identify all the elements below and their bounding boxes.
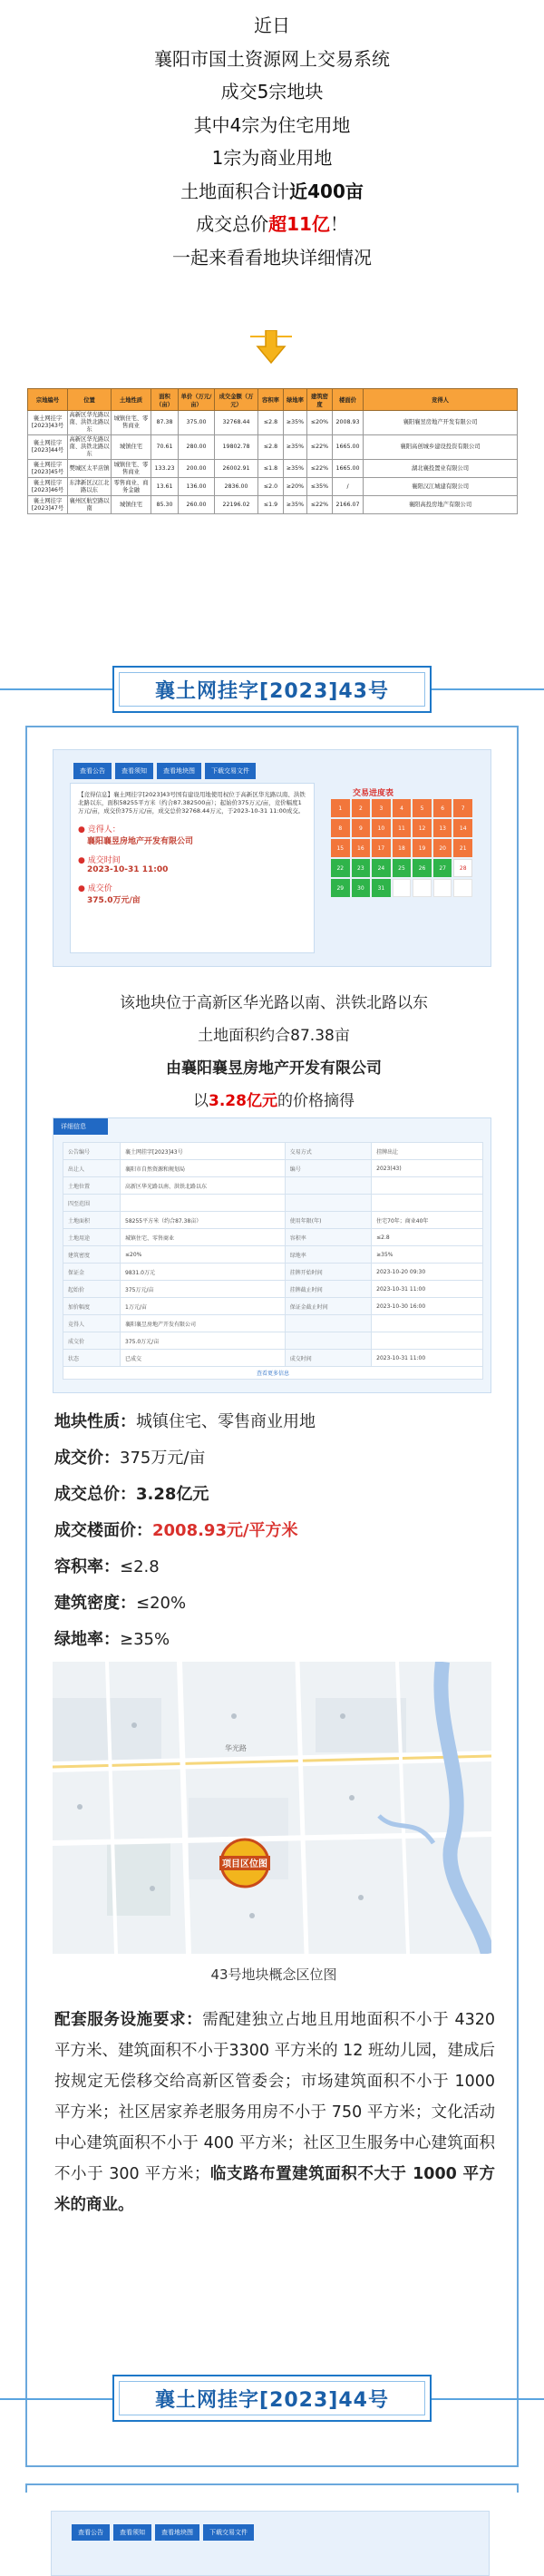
- divider-line: [432, 688, 544, 690]
- detail-label: 成交价: [63, 1332, 121, 1350]
- calendar-day: 28: [453, 859, 472, 877]
- detail-row: [63, 1264, 483, 1281]
- detail-value: 9831.0万元: [121, 1264, 286, 1281]
- calendar-day: 26: [413, 859, 432, 877]
- label-text: 竞得人：: [87, 825, 121, 834]
- table-cell: 85.30: [151, 496, 179, 514]
- detail-value: 襄土网挂字[2023]43号: [121, 1143, 286, 1160]
- tab-view-map[interactable]: 查看地块图: [157, 763, 201, 779]
- price-value: 375.0万元/亩: [87, 896, 141, 905]
- section-title-43: [112, 666, 432, 713]
- detail-label: 编号: [285, 1160, 371, 1177]
- column-header: 单价（万元/亩）: [179, 389, 215, 411]
- tab-view-notice[interactable]: 查看公告: [72, 2524, 110, 2541]
- detail-value: [372, 1177, 483, 1195]
- detail-value: 1万元/亩: [121, 1298, 286, 1315]
- calendar-day: 18: [393, 839, 412, 857]
- table-cell: 湖北襄投置业有限公司: [364, 460, 518, 478]
- detail-value: 375万元/亩: [121, 1281, 286, 1298]
- param-value: ≤20%: [136, 1594, 187, 1613]
- param-label: 成交楼面价：: [54, 1521, 152, 1540]
- location-map: [53, 1662, 491, 1954]
- table-cell: 零售商业、商务金融: [112, 478, 151, 496]
- calendar-day: 25: [393, 859, 412, 877]
- param-total: [54, 1477, 508, 1513]
- detail-value: [121, 1195, 286, 1212]
- portal-screenshot: [53, 749, 491, 967]
- detail-value: 挂牌出让: [372, 1143, 483, 1160]
- detail-value: ≤2.8: [372, 1229, 483, 1246]
- intro-line: 成交5宗地块: [220, 81, 324, 102]
- table-cell: 城镇住宅、零售商业: [112, 460, 151, 478]
- detail-row: [63, 1212, 483, 1229]
- param-value: 2008.93元/平方米: [152, 1521, 298, 1540]
- map-marker-label: 项目区位图: [222, 1859, 267, 1869]
- facility-requirement: [54, 2005, 495, 2220]
- detail-header: 详细信息: [53, 1118, 108, 1135]
- detail-value: [372, 1315, 483, 1332]
- calendar-day: 12: [413, 819, 432, 837]
- detail-label: 土地位置: [63, 1177, 121, 1195]
- detail-label: 使用年限(年): [285, 1212, 371, 1229]
- table-row: [28, 496, 518, 514]
- table-cell: 城镇住宅: [112, 435, 151, 460]
- calendar-day: 21: [453, 839, 472, 857]
- table-row: [28, 460, 518, 478]
- table-cell: ≥35%: [284, 435, 307, 460]
- desc-line: 土地面积约合87.38亩: [198, 1027, 350, 1045]
- map-caption: 43号地块概念区位图: [210, 1966, 337, 1983]
- detail-label: 起始价: [63, 1281, 121, 1298]
- table-cell: ≤2.8: [258, 435, 284, 460]
- table-cell: 2836.00: [215, 478, 258, 496]
- calendar-day: 8: [331, 819, 350, 837]
- column-header: 绿地率: [284, 389, 307, 411]
- param-value: 城镇住宅、零售商业用地: [136, 1412, 316, 1431]
- tab-download-files[interactable]: 下载交易文件: [205, 763, 256, 779]
- table-cell: ≤22%: [307, 435, 333, 460]
- portal-tabs: [72, 2524, 254, 2541]
- time-label: ● 成交时间: [78, 856, 121, 865]
- calendar-day: 15: [331, 839, 350, 857]
- detail-row: [63, 1143, 483, 1160]
- intro-text: 土地面积合计: [180, 180, 290, 202]
- desc-line: 该地块位于高新区华光路以南、洪铁北路以东: [120, 994, 428, 1012]
- calendar-day: 14: [453, 819, 472, 837]
- section-title-text: 襄土网挂字[2023]43号: [155, 679, 389, 703]
- intro-line: 一起来看看地块详细情况: [172, 246, 372, 268]
- detail-label: 四至范围: [63, 1195, 121, 1212]
- param-far: [54, 1549, 508, 1586]
- detail-label: 挂牌截止时间: [285, 1281, 371, 1298]
- calendar-day: 24: [372, 859, 391, 877]
- detail-value: 2023(43): [372, 1160, 483, 1177]
- param-label: 成交价：: [54, 1449, 120, 1468]
- divider-line: [0, 688, 112, 690]
- table-cell: 城镇住宅、零售商业: [112, 411, 151, 435]
- calendar-day: 4: [393, 799, 412, 817]
- note-label: 配套服务设施要求：: [54, 2011, 203, 2029]
- param-nature: [54, 1404, 508, 1440]
- calendar-day: 30: [352, 879, 371, 897]
- intro-line: 近日: [254, 15, 290, 36]
- portal-screenshot-44: [51, 2511, 490, 2576]
- param-label: 容积率：: [54, 1557, 120, 1576]
- table-cell: 高新区华光路以南、洪铁北路以东: [68, 435, 112, 460]
- column-header: 竞得人: [364, 389, 518, 411]
- trade-calendar: [331, 799, 472, 897]
- param-value: ≤2.8: [120, 1557, 160, 1576]
- detail-label: 出让人: [63, 1160, 121, 1177]
- param-label: 建筑密度：: [54, 1594, 136, 1613]
- table-cell: 襄土网挂字[2023]45号: [28, 460, 68, 478]
- arrow-down-icon: [250, 330, 292, 366]
- param-value: 3.28亿元: [136, 1485, 209, 1504]
- detail-label: [285, 1332, 371, 1350]
- calendar-day: 31: [372, 879, 391, 897]
- param-floor-price: [54, 1513, 508, 1549]
- label-text: 成交时间: [87, 856, 121, 865]
- table-cell: 襄土网挂字[2023]47号: [28, 496, 68, 514]
- table-cell: 樊城区太平店镇: [68, 460, 112, 478]
- table-cell: 襄阳汉江城建有限公司: [364, 478, 518, 496]
- detail-value: [372, 1195, 483, 1212]
- calendar-title: 交易进度表: [353, 789, 394, 798]
- calendar-day: 3: [372, 799, 391, 817]
- intro-line: [0, 175, 544, 209]
- table-cell: ≥35%: [284, 496, 307, 514]
- calendar-day: 2: [352, 799, 371, 817]
- calendar-day: 10: [372, 819, 391, 837]
- tab-view-rules[interactable]: 查看须知: [113, 2524, 151, 2541]
- table-cell: 87.38: [151, 411, 179, 435]
- table-cell: 70.61: [151, 435, 179, 460]
- section-title-44: [112, 2375, 432, 2422]
- column-header: 建筑密度: [307, 389, 333, 411]
- detail-row: [63, 1160, 483, 1177]
- table-cell: /: [333, 478, 364, 496]
- table-row: [28, 478, 518, 496]
- detail-label: 公告编号: [63, 1143, 121, 1160]
- table-cell: ≤22%: [307, 496, 333, 514]
- note-tail: 临支路布置建筑面积不大于 1000 平方米的商业。: [54, 2165, 495, 2214]
- detail-label: 土地面积: [63, 1212, 121, 1229]
- detail-value: 住宅70年；商业40年: [372, 1212, 483, 1229]
- table-cell: 东津新区汉江北路以东: [68, 478, 112, 496]
- table-cell: 襄土网挂字[2023]43号: [28, 411, 68, 435]
- detail-value: 2023-10-30 16:00: [372, 1298, 483, 1315]
- label-text: 成交价: [87, 884, 112, 893]
- table-cell: 375.00: [179, 411, 215, 435]
- detail-label: [285, 1177, 371, 1195]
- table-cell: ≤20%: [307, 411, 333, 435]
- divider-line: [0, 2398, 112, 2400]
- param-value: ≥35%: [120, 1630, 170, 1649]
- param-label: 地块性质：: [54, 1412, 136, 1431]
- detail-row: [63, 1315, 483, 1332]
- section-frame-43: [25, 726, 519, 2467]
- param-value: 375万元/亩: [120, 1449, 206, 1468]
- intro-line: 1宗为商业用地: [211, 147, 333, 169]
- detail-label: 土地用途: [63, 1229, 121, 1246]
- table-cell: ≤2.8: [258, 411, 284, 435]
- table-cell: 襄阳高投房地产有限公司: [364, 496, 518, 514]
- desc-highlight: 3.28亿元: [209, 1092, 277, 1110]
- detail-label: [285, 1315, 371, 1332]
- detail-row: [63, 1281, 483, 1298]
- detail-label: 绿地率: [285, 1246, 371, 1264]
- calendar-day: 9: [352, 819, 371, 837]
- table-cell: 136.00: [179, 478, 215, 496]
- table-cell: 19802.78: [215, 435, 258, 460]
- column-header: 楼面价: [333, 389, 364, 411]
- column-header: 位置: [68, 389, 112, 411]
- detail-row: [63, 1332, 483, 1350]
- tab-view-rules[interactable]: 查看须知: [115, 763, 153, 779]
- desc-line: [27, 1085, 520, 1117]
- detail-value: 高新区华光路以南、洪铁北路以东: [121, 1177, 286, 1195]
- detail-row: [63, 1177, 483, 1195]
- calendar-day: 16: [352, 839, 371, 857]
- intro-text: ！: [329, 213, 348, 235]
- calendar-day: 22: [331, 859, 350, 877]
- calendar-day: 6: [433, 799, 452, 817]
- detail-value: 城镇住宅、零售商业: [121, 1229, 286, 1246]
- time-value: 2023-10-31 11:00: [87, 865, 169, 874]
- table-header-row: [28, 389, 518, 411]
- table-cell: 襄土网挂字[2023]46号: [28, 478, 68, 496]
- table-cell: 襄阳襄昱房地产开发有限公司: [364, 411, 518, 435]
- detail-label: 状态: [63, 1350, 121, 1367]
- calendar-day: [393, 879, 412, 897]
- calendar-day: 5: [413, 799, 432, 817]
- table-cell: 1665.00: [333, 435, 364, 460]
- detail-row: [63, 1246, 483, 1264]
- intro-text: 成交总价: [196, 213, 269, 235]
- table-cell: 城镇住宅: [112, 496, 151, 514]
- calendar-day: 7: [453, 799, 472, 817]
- param-density: [54, 1586, 508, 1622]
- detail-value: 375.0万元/亩: [121, 1332, 286, 1350]
- table-cell: 133.23: [151, 460, 179, 478]
- table-cell: ≤35%: [307, 478, 333, 496]
- table-cell: ≤1.8: [258, 460, 284, 478]
- plot-desc: [27, 987, 520, 1117]
- detail-label: 成交时间: [285, 1350, 371, 1367]
- param-green: [54, 1622, 508, 1658]
- column-header: 宗地编号: [28, 389, 68, 411]
- deal-info-panel: [70, 783, 315, 953]
- detail-value: 2023-10-20 09:30: [372, 1264, 483, 1281]
- column-header: 成交金额（万元）: [215, 389, 258, 411]
- table-cell: ≤1.9: [258, 496, 284, 514]
- plot-params: [54, 1404, 508, 1658]
- calendar-day: 27: [433, 859, 452, 877]
- param-label: 绿地率：: [54, 1630, 120, 1649]
- detail-label: 容积率: [285, 1229, 371, 1246]
- detail-label: 加价幅度: [63, 1298, 121, 1315]
- detail-label: [285, 1195, 371, 1212]
- detail-label: 保证金截止时间: [285, 1298, 371, 1315]
- table-row: [28, 435, 518, 460]
- map-road-label: 华光路: [225, 1744, 247, 1752]
- desc-text: 以: [193, 1092, 209, 1110]
- detail-value: 2023-10-31 11:00: [372, 1350, 483, 1367]
- intro-highlight: 超11亿: [268, 213, 330, 235]
- table-cell: 襄阳高创城乡建设投资有限公司: [364, 435, 518, 460]
- table-cell: ≥35%: [284, 411, 307, 435]
- table-cell: 32768.44: [215, 411, 258, 435]
- tab-download-files[interactable]: 下载交易文件: [203, 2524, 254, 2541]
- detail-value: 2023-10-31 11:00: [372, 1281, 483, 1298]
- tab-view-map[interactable]: 查看地块图: [155, 2524, 199, 2541]
- table-cell: 200.00: [179, 460, 215, 478]
- calendar-day: 1: [331, 799, 350, 817]
- calendar-day: 23: [352, 859, 371, 877]
- desc-text: 的价格摘得: [277, 1092, 355, 1110]
- detail-label: 保证金: [63, 1264, 121, 1281]
- table-cell: ≤22%: [307, 460, 333, 478]
- calendar-day: [433, 879, 452, 897]
- detail-value: 已成交: [121, 1350, 286, 1367]
- detail-label: 挂牌开始时间: [285, 1264, 371, 1281]
- column-header: 面积（亩）: [151, 389, 179, 411]
- intro-highlight: 近400亩: [289, 180, 364, 202]
- price-label: ● 成交价: [78, 884, 112, 893]
- table-cell: 13.61: [151, 478, 179, 496]
- desc-line: 由襄阳襄昱房地产开发有限公司: [166, 1059, 382, 1078]
- detail-value: 襄阳市自然资源和规划局: [121, 1160, 286, 1177]
- calendar-day: 19: [413, 839, 432, 857]
- winner-label: ● 竞得人：: [78, 825, 121, 834]
- winner-value: 襄阳襄昱房地产开发有限公司: [87, 837, 194, 846]
- note-body: 需配建独立占地且用地面积不小于 4320 平方米、建筑面积不小于3300 平方米的 12 班幼儿园，建成后按规定无偿移交给高新区管委会；市场建筑面积不小于 1000 平方米；社区居家养老服务用房不小于 750 平方米；文化活动中心建筑面积不小于 400 平方米；社区卫生服务中心建筑面积不小于 300 平方米；: [54, 2011, 496, 2183]
- detail-row: [63, 1350, 483, 1367]
- table-cell: ≤2.0: [258, 478, 284, 496]
- section-frame-44: [25, 2483, 519, 2493]
- more-info-link[interactable]: 查看更多信息: [63, 1367, 483, 1380]
- detail-value: [372, 1332, 483, 1350]
- table-cell: ≥20%: [284, 478, 307, 496]
- detail-label: 交易方式: [285, 1143, 371, 1160]
- calendar-day: 20: [433, 839, 452, 857]
- detail-row: [63, 1298, 483, 1315]
- detail-value: 58255平方米（约合87.38亩）: [121, 1212, 286, 1229]
- param-price: [54, 1440, 508, 1477]
- table-cell: 高新区华光路以南、洪铁北路以东: [68, 411, 112, 435]
- detail-label: 竞得人: [63, 1315, 121, 1332]
- calendar-day: [453, 879, 472, 897]
- column-header: 容积率: [258, 389, 284, 411]
- intro-block: [0, 9, 544, 274]
- summary-table: [27, 388, 518, 514]
- detail-value: ≥35%: [372, 1246, 483, 1264]
- table-cell: ≥35%: [284, 460, 307, 478]
- calendar-day: 29: [331, 879, 350, 897]
- deal-description: 【竞得信息】襄土网挂字[2023]43号国有建设用地使用权位于高新区华光路以南、洪铁北路以东，面积58255平方米（约合87.382500亩）；起始价375万元/亩，竞价幅度1万元/亩，成交价375万元/亩，成交总价32768.44万元，于2023-10-31 11:00成交。: [78, 791, 306, 815]
- detail-row: [63, 1195, 483, 1212]
- detail-row: [63, 1229, 483, 1246]
- intro-line: 其中4宗为住宅用地: [193, 113, 351, 136]
- param-label: 成交总价：: [54, 1485, 136, 1504]
- table-cell: 280.00: [179, 435, 215, 460]
- portal-tabs: [73, 763, 256, 779]
- table-cell: 1665.00: [333, 460, 364, 478]
- table-cell: 260.00: [179, 496, 215, 514]
- detail-value: 襄阳襄昱房地产开发有限公司: [121, 1315, 286, 1332]
- detail-label: 建筑密度: [63, 1246, 121, 1264]
- divider-line: [432, 2398, 544, 2400]
- tab-view-notice[interactable]: 查看公告: [73, 763, 112, 779]
- detail-value: ≤20%: [121, 1246, 286, 1264]
- column-header: 土地性质: [112, 389, 151, 411]
- table-cell: 22196.02: [215, 496, 258, 514]
- calendar-day: 13: [433, 819, 452, 837]
- intro-line: [0, 208, 544, 241]
- section-title-text: 襄土网挂字[2023]44号: [155, 2388, 389, 2412]
- table-cell: 襄州区航空路以南: [68, 496, 112, 514]
- calendar-day: 17: [372, 839, 391, 857]
- calendar-day: 11: [393, 819, 412, 837]
- intro-line: 襄阳市国土资源网上交易系统: [154, 47, 390, 70]
- calendar-day: [413, 879, 432, 897]
- table-cell: 2166.07: [333, 496, 364, 514]
- table-cell: 襄土网挂字[2023]44号: [28, 435, 68, 460]
- table-cell: 2008.93: [333, 411, 364, 435]
- table-cell: 26002.91: [215, 460, 258, 478]
- table-row: [28, 411, 518, 435]
- detail-table: [63, 1142, 483, 1380]
- map-graphic: [53, 1662, 491, 1954]
- detail-info-screenshot: [53, 1117, 491, 1393]
